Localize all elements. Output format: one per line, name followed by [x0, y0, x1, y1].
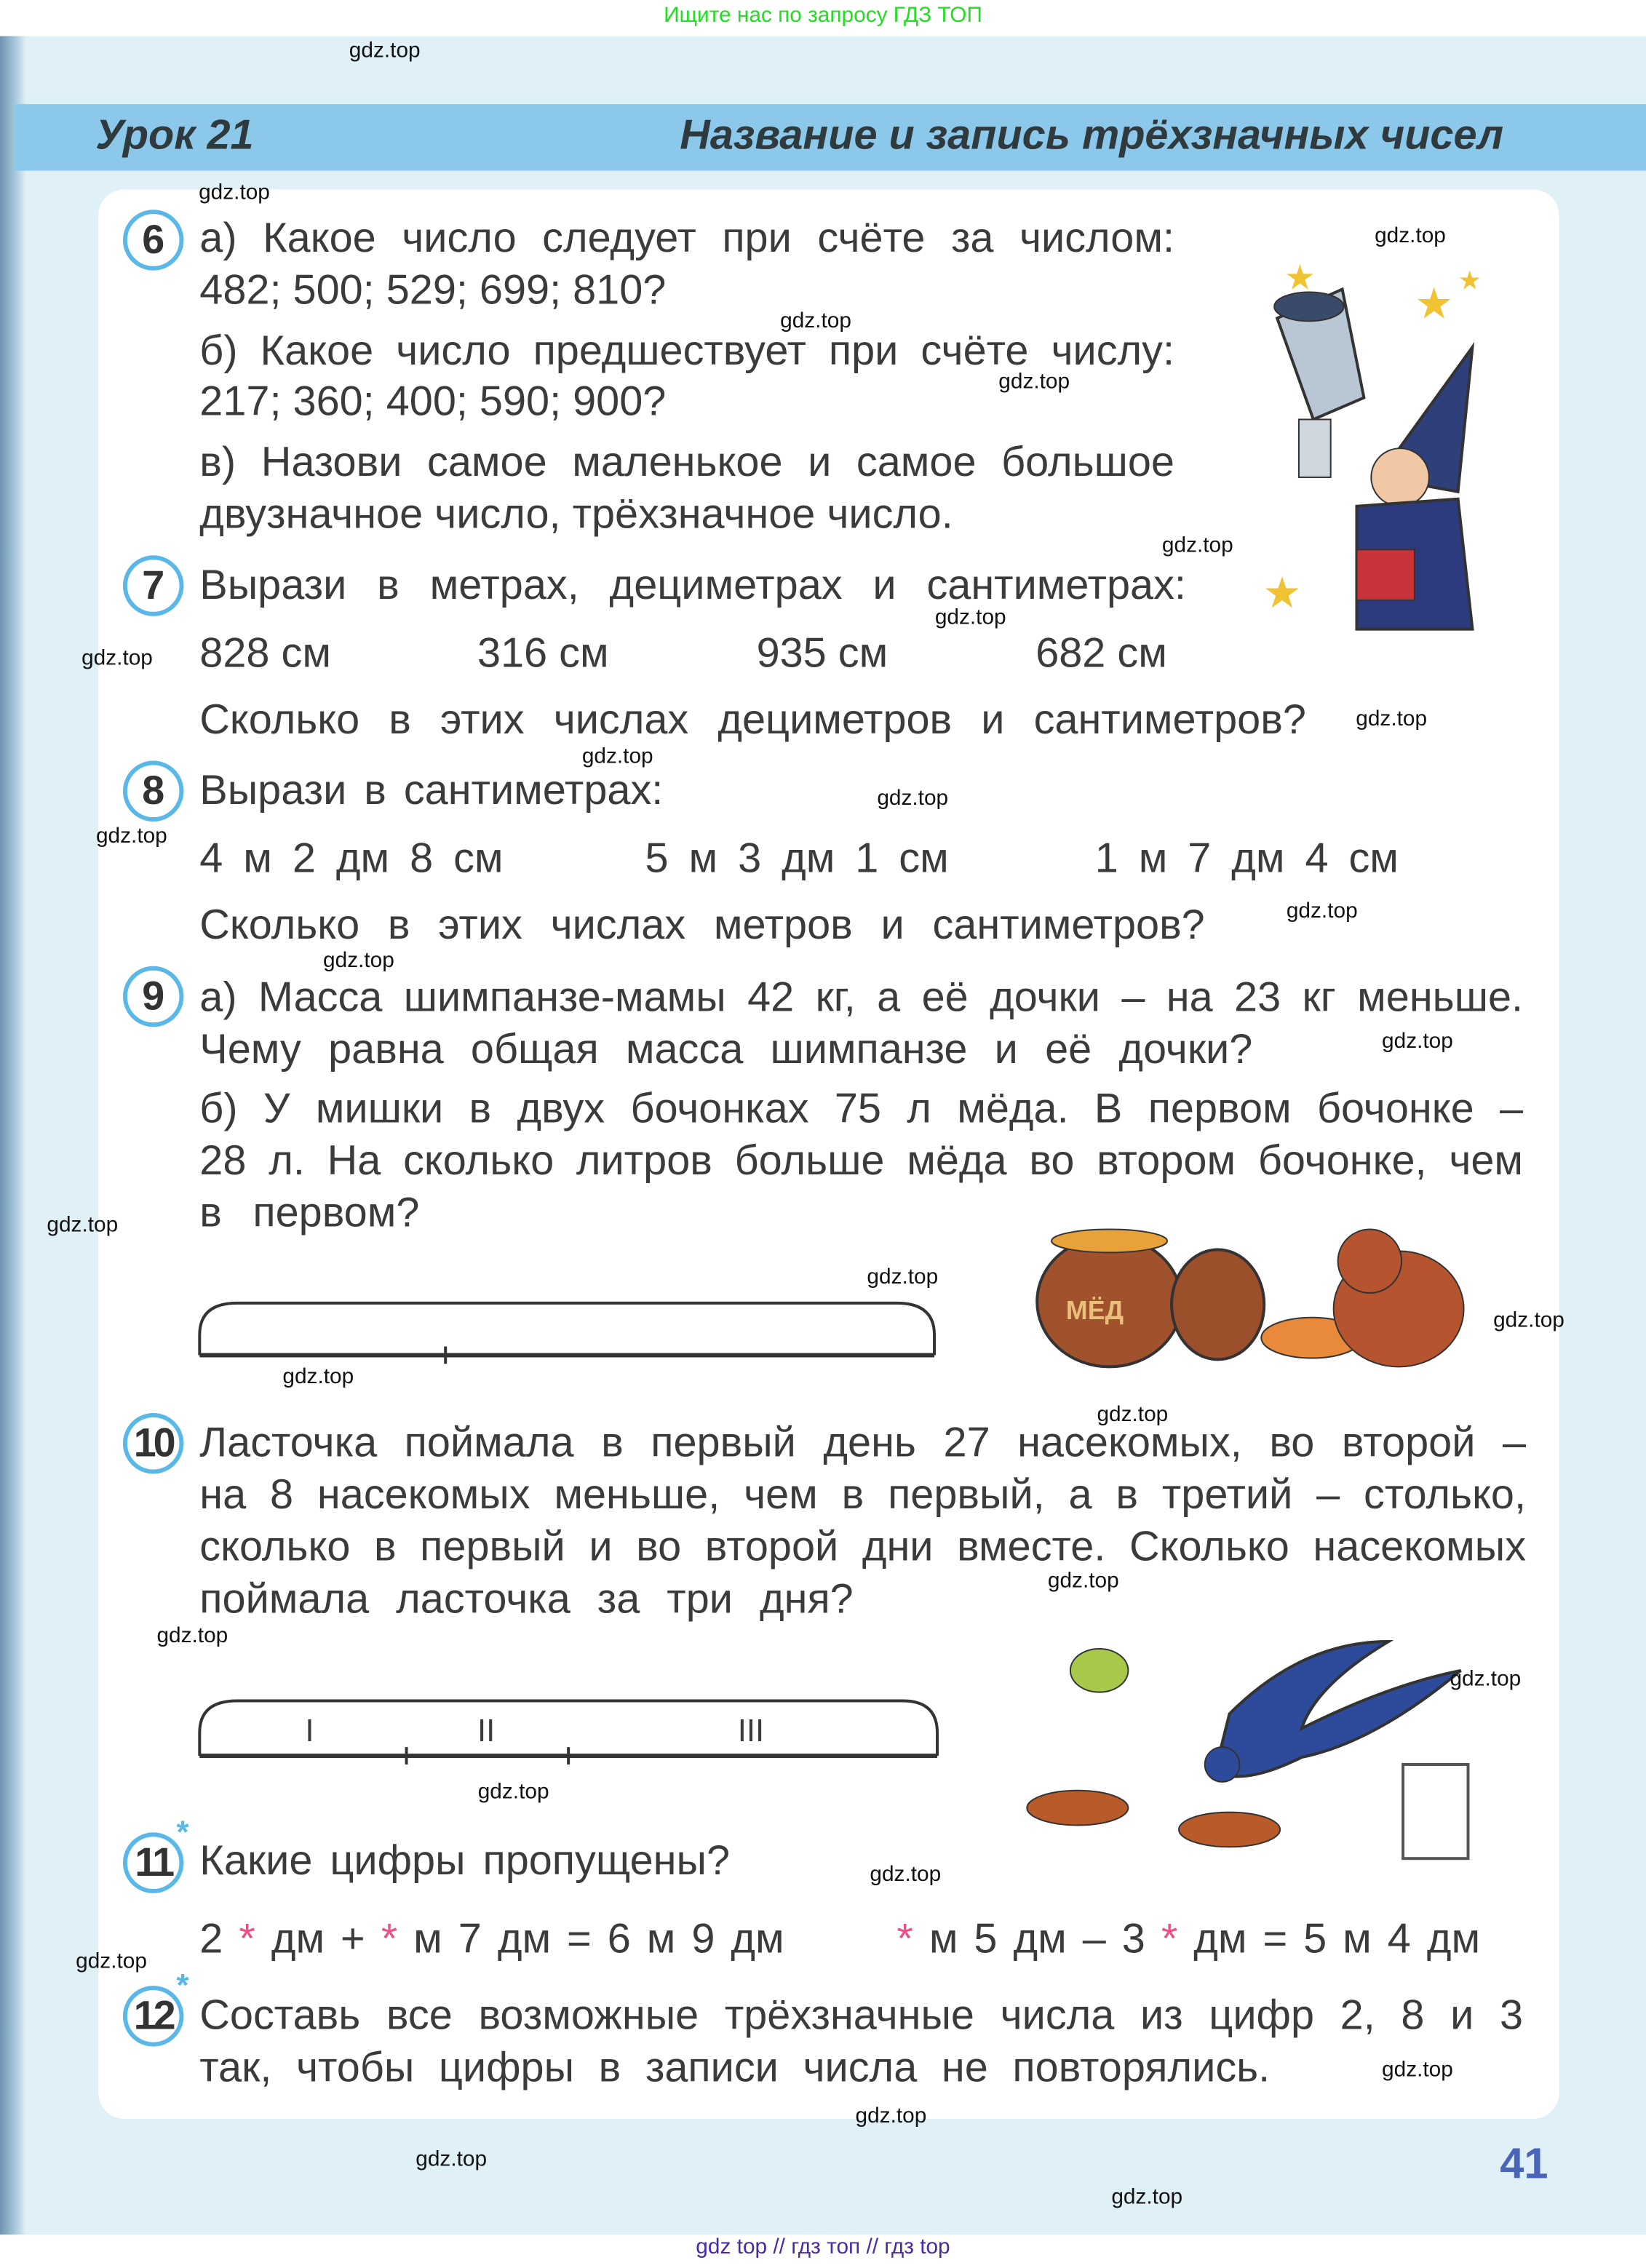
- task11-equation-2: * м 5 дм – 3 * дм = 5 м 4 дм: [896, 1916, 1481, 1963]
- svg-text:★: ★: [1458, 266, 1482, 295]
- task7-question: Сколько в этих числах дециметров и сантиметров?: [199, 697, 1306, 744]
- top-note[interactable]: Ищите нас по запросу ГДЗ ТОП: [664, 2, 982, 28]
- watermark: gdz.top: [998, 369, 1070, 394]
- wizard-telescope-illustration: [1255, 260, 1494, 644]
- task9-line: Чему равна общая масса шимпанзе и её дочки?: [199, 1027, 1253, 1073]
- task8-title: Вырази в сантиметрах:: [199, 768, 664, 815]
- watermark: gdz.top: [581, 744, 653, 769]
- watermark: gdz.top: [81, 645, 153, 671]
- difficulty-star-icon: *: [176, 1813, 189, 1850]
- watermark: gdz.top: [1375, 223, 1446, 248]
- task11-title: Какие цифры пропущены?: [199, 1838, 731, 1885]
- watermark: gdz.top: [282, 1364, 354, 1390]
- difficulty-star-icon: *: [176, 1967, 189, 2003]
- svg-text:★: ★: [1284, 260, 1316, 298]
- task10-line: на 8 насекомых меньше, чем в первый, а в третий – столько,: [199, 1472, 1527, 1519]
- lesson-title: Название и запись трёхзначных чисел: [680, 113, 1504, 159]
- svg-text:★: ★: [1414, 279, 1454, 328]
- watermark: gdz.top: [1382, 2057, 1453, 2082]
- task7-value: 935 см: [756, 630, 888, 677]
- watermark: gdz.top: [855, 2104, 927, 2128]
- task6-line: б) Какое число предшествует при счёте числу:: [199, 328, 1175, 375]
- watermark: gdz.top: [1382, 1029, 1453, 1054]
- segment-diagram-honey: [194, 1294, 940, 1366]
- task11-equation-1: 2 * дм + * м 7 дм = 6 м 9 дм: [199, 1916, 784, 1963]
- task7-value: 682 см: [1035, 630, 1167, 677]
- task-number-9: 9: [123, 966, 183, 1027]
- watermark: gdz.top: [1356, 706, 1428, 731]
- honey-barrels-bear-illustration: [1030, 1215, 1492, 1374]
- task9-line: а) Масса шимпанзе-мамы 42 кг, а её дочки – на 23 кг меньше.: [199, 974, 1524, 1022]
- task8-value: 1 м 7 дм 4 см: [1094, 835, 1399, 883]
- task8-value: 5 м 3 дм 1 см: [645, 835, 949, 883]
- task-number-6: 6: [123, 210, 183, 270]
- watermark: gdz.top: [867, 1265, 939, 1290]
- barrel-label: МЁД: [1065, 1295, 1124, 1325]
- task9-line: б) У мишки в двух бочонках 75 л мёда. В первом бочонке –: [199, 1086, 1524, 1133]
- task9-line: 28 л. На сколько литров больше мёда во втором бочонке, чем: [199, 1138, 1524, 1185]
- watermark: gdz.top: [877, 786, 949, 811]
- watermark: gdz.top: [1161, 533, 1233, 558]
- watermark: gdz.top: [1047, 1568, 1119, 1593]
- segment-label-3: III: [737, 1712, 765, 1749]
- svg-text:★: ★: [1263, 568, 1302, 617]
- watermark: gdz.top: [47, 1212, 119, 1238]
- task-number-7: 7: [123, 555, 183, 616]
- watermark: gdz.top: [349, 38, 421, 63]
- watermark: gdz.top: [780, 309, 851, 334]
- watermark: gdz.top: [1286, 899, 1358, 924]
- missing-digit-star: *: [239, 1916, 255, 1963]
- task6-line: двузначное число, трёхзначное число.: [199, 491, 953, 538]
- watermark: gdz.top: [477, 1779, 549, 1805]
- task7-value: 316 см: [477, 630, 609, 677]
- watermark: gdz.top: [870, 1862, 942, 1887]
- watermark: gdz.top: [1450, 1666, 1522, 1692]
- task-number-12: 12: [123, 1986, 183, 2046]
- missing-digit-star: *: [1161, 1916, 1178, 1963]
- task6-line: в) Назови самое маленькое и самое большое: [199, 439, 1175, 486]
- watermark: gdz.top: [199, 180, 270, 205]
- task7-title: Вырази в метрах, дециметрах и сантиметрах:: [199, 562, 1186, 609]
- footer-links[interactable]: gdz top // гдз топ // гдз top: [696, 2234, 950, 2259]
- watermark: gdz.top: [323, 947, 394, 973]
- lesson-label: Урок 21: [95, 113, 254, 159]
- task6-line: 217; 360; 400; 590; 900?: [199, 378, 667, 426]
- task-number-10: 10: [123, 1413, 183, 1473]
- page-spine: [0, 36, 26, 2235]
- task7-value: 828 см: [199, 630, 331, 677]
- watermark: gdz.top: [416, 2146, 488, 2172]
- task-number-8: 8: [123, 761, 183, 821]
- segment-label-1: I: [305, 1712, 314, 1749]
- task8-question: Сколько в этих числах метров и сантиметров?: [199, 902, 1205, 949]
- task12-line: так, чтобы цифры в записи числа не повторялись.: [199, 2045, 1271, 2092]
- watermark: gdz.top: [156, 1623, 228, 1648]
- swallow-insects-illustration: [1012, 1627, 1497, 1873]
- watermark: gdz.top: [1493, 1308, 1565, 1333]
- task8-value: 4 м 2 дм 8 см: [199, 835, 504, 883]
- task-number-11: 11: [123, 1832, 183, 1893]
- page-number: 41: [1500, 2140, 1548, 2189]
- task12-line: Составь все возможные трёхзначные числа из цифр 2, 8 и 3: [199, 1993, 1524, 2040]
- task6-line: а) Какое число следует при счёте за числом:: [199, 215, 1175, 262]
- watermark: gdz.top: [1097, 1402, 1169, 1427]
- task6-line: 482; 500; 529; 699; 810?: [199, 267, 667, 314]
- watermark: gdz.top: [1111, 2184, 1183, 2210]
- task10-line: сколько в первый и во второй дни вместе. Сколько насекомых: [199, 1524, 1527, 1571]
- segment-label-2: II: [477, 1712, 496, 1749]
- missing-digit-star: *: [381, 1916, 398, 1963]
- watermark: gdz.top: [934, 605, 1006, 630]
- missing-digit-star: *: [896, 1916, 913, 1963]
- task9-line: в первом?: [199, 1190, 420, 1237]
- watermark: gdz.top: [76, 1949, 147, 1974]
- watermark: gdz.top: [95, 823, 167, 848]
- task10-line: поймала ласточка за три дня?: [199, 1576, 854, 1623]
- task10-line: Ласточка поймала в первый день 27 насекомых, во второй –: [199, 1420, 1527, 1467]
